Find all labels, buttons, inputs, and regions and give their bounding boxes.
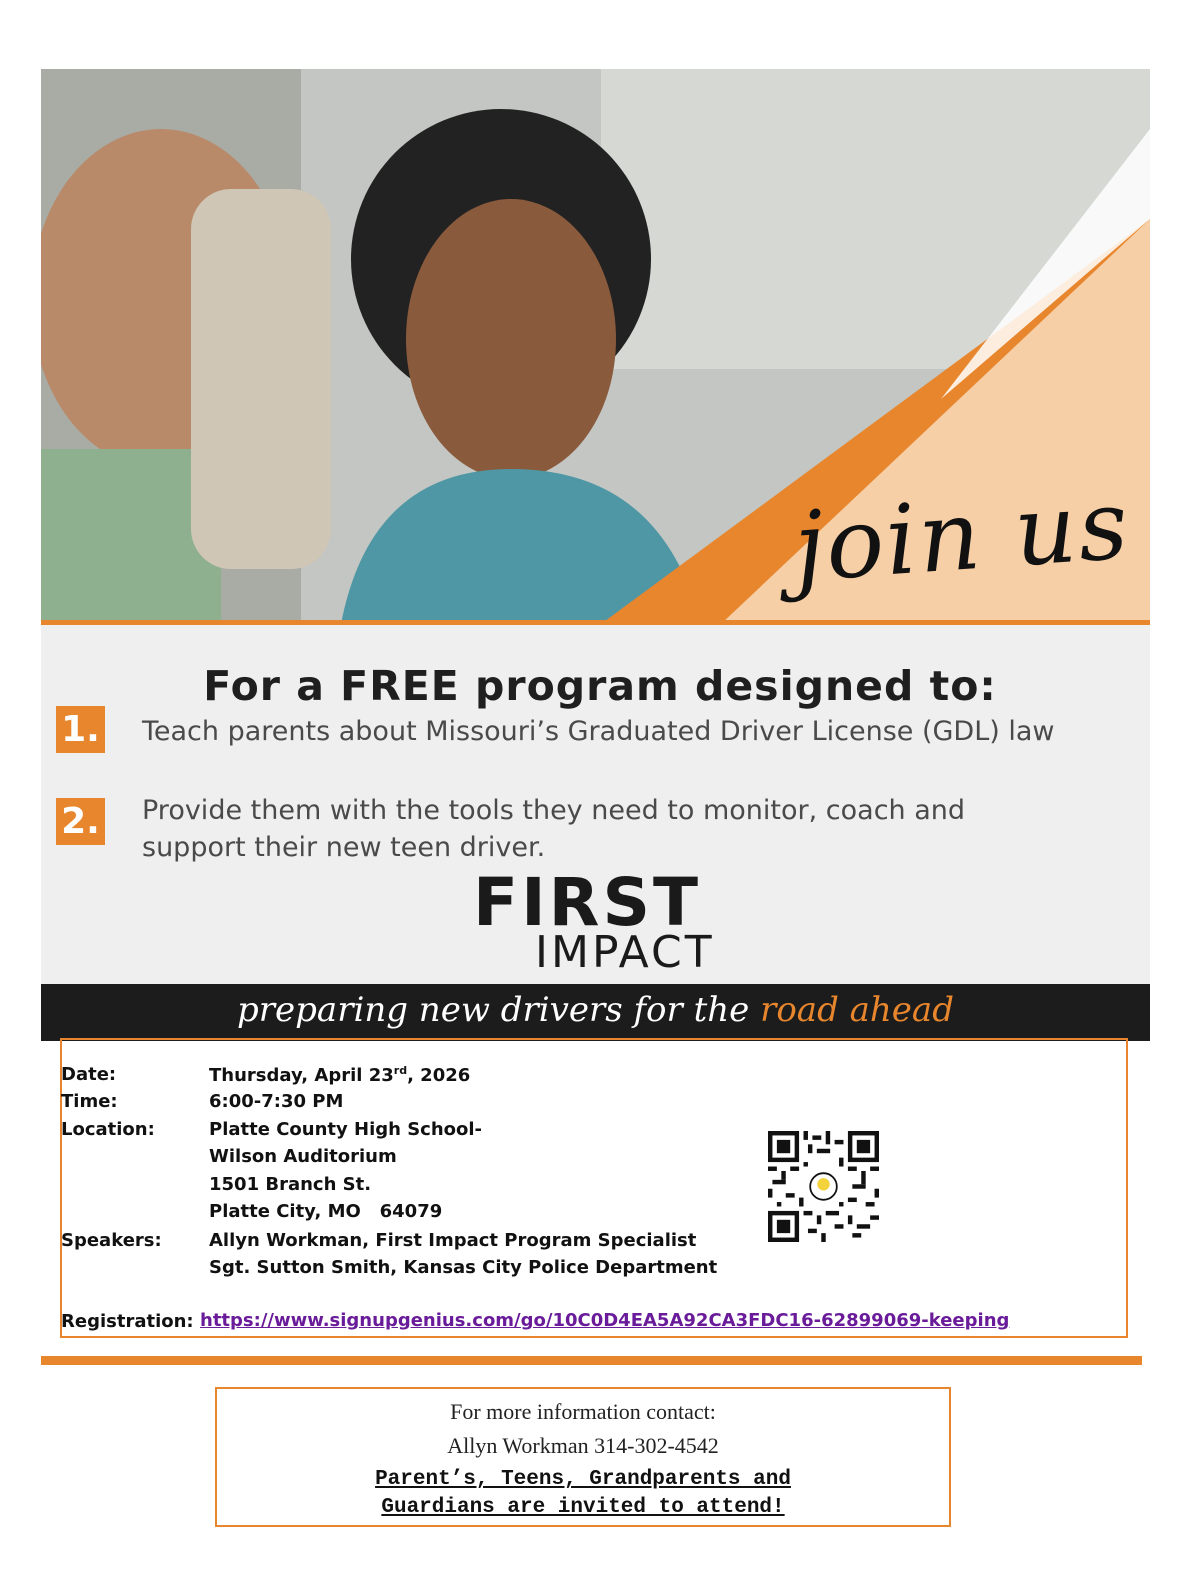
tagline xyxy=(41,990,1150,1030)
location-line-1: Platte County High School- xyxy=(209,1119,483,1140)
contact-box xyxy=(215,1387,951,1527)
contact-intro: For more information contact: xyxy=(450,1399,716,1424)
registration-link[interactable]: https://www.signupgenius.com/go/10C0D4EA5A92CA3FDC16-62899069-keeping xyxy=(200,1310,1010,1331)
invite-line-1: Parent’s, Teens, Grandparents and xyxy=(375,1468,791,1491)
date-value: Thursday, April 23rd, 2026 xyxy=(209,1064,471,1086)
location-line-2: Wilson Auditorium xyxy=(209,1146,397,1167)
logo-impact-text: IMPACT xyxy=(535,927,715,978)
qr-code-icon[interactable] xyxy=(768,1131,879,1242)
time-value: 6:00-7:30 PM xyxy=(209,1091,344,1112)
item-text-1: Teach parents about Missouri’s Graduated Driver License (GDL) law xyxy=(142,716,1055,747)
speakers-label: Speakers: xyxy=(61,1230,162,1251)
date-label: Date: xyxy=(61,1064,117,1085)
registration-label: Registration: xyxy=(61,1311,194,1332)
location-label: Location: xyxy=(61,1119,155,1140)
tagline-highlight: road ahead xyxy=(760,990,954,1030)
logo-first-text: FIRST xyxy=(473,864,702,941)
location-line-4: Platte City, MO 64079 xyxy=(209,1201,443,1222)
item-number-1: 1. xyxy=(56,706,105,753)
first-impact-logo xyxy=(473,864,735,978)
orange-divider xyxy=(41,620,1150,625)
tagline-bar xyxy=(41,984,1150,1041)
contact-name-phone: Allyn Workman 314-302-4542 xyxy=(447,1433,719,1458)
program-headline: For a FREE program designed to: xyxy=(203,662,997,710)
tagline-text: preparing new drivers for the xyxy=(237,990,761,1030)
item-number-2: 2. xyxy=(56,798,105,845)
speaker-1: Allyn Workman, First Impact Program Specialist xyxy=(209,1230,697,1251)
invite-line-2: Guardians are invited to attend! xyxy=(381,1496,785,1519)
item-text-2-line2: support their new teen driver. xyxy=(142,832,546,863)
time-label: Time: xyxy=(61,1091,118,1112)
location-line-3: 1501 Branch St. xyxy=(209,1174,372,1195)
item-text-2-line1: Provide them with the tools they need to monitor, coach and xyxy=(142,795,966,826)
orange-divider-bottom xyxy=(41,1356,1142,1365)
join-us-script: join us xyxy=(790,468,1134,604)
speaker-2: Sgt. Sutton Smith, Kansas City Police Department xyxy=(209,1257,718,1278)
